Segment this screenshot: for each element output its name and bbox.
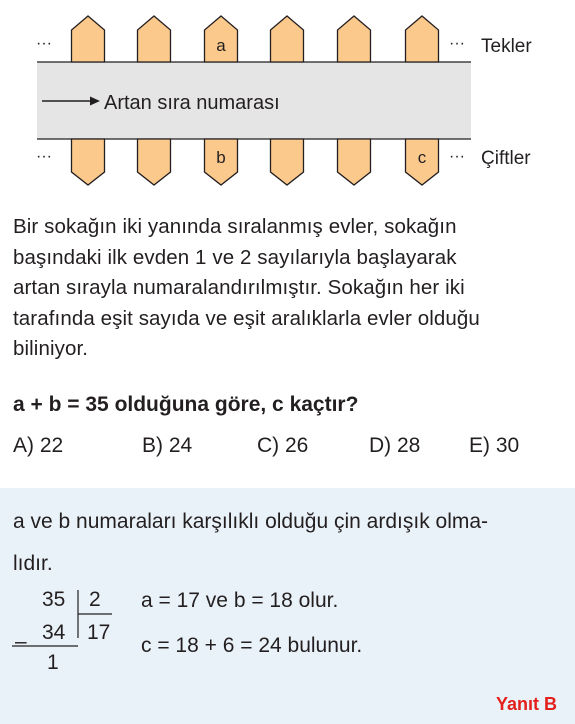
- row-label-tekler: Tekler: [481, 36, 532, 57]
- division-dividend: 35: [42, 588, 66, 611]
- solution-equation-2: c = 18 + 6 = 24 bulunur.: [141, 634, 363, 657]
- question-stem: a + b = 35 olduğuna göre, c kaçtır?: [13, 393, 359, 416]
- choice-c[interactable]: C) 26: [257, 434, 309, 457]
- ellipsis-bottom-right: ···: [449, 148, 465, 165]
- house-label-a: a: [216, 36, 226, 55]
- division-divisor: 2: [89, 588, 101, 611]
- choice-a[interactable]: A) 22: [13, 434, 64, 457]
- house-top-4: [271, 16, 304, 62]
- question-line: biliniyor.: [13, 337, 89, 360]
- division-remainder: 1: [47, 651, 59, 674]
- house-top-2: [138, 16, 171, 62]
- question-line: Bir sokağın iki yanında sıralanmış evler, sokağın: [13, 215, 457, 238]
- street-diagram: [0, 0, 575, 195]
- house-bottom-5: [338, 139, 371, 185]
- solution-panel: [0, 488, 575, 724]
- choice-b[interactable]: B) 24: [142, 434, 193, 457]
- answer-choices: [0, 434, 575, 464]
- house-bottom-2: [138, 139, 171, 185]
- division-subtract: 34: [42, 621, 66, 644]
- house-label-b: b: [216, 148, 226, 167]
- solution-line-1: a ve b numaraları karşılıklı olduğu çin ardışık olma-: [13, 510, 489, 533]
- solution-equation-1: a = 17 ve b = 18 olur.: [141, 589, 339, 612]
- question-line: tarafında eşit sayıda ve eşit aralıklarla evler olduğu: [13, 306, 480, 330]
- question-line: başındaki ilk evden 1 ve 2 sayılarıyla başlayarak: [13, 245, 457, 269]
- house-bottom-1: [72, 139, 105, 185]
- house-bottom-4: [271, 139, 304, 185]
- house-top-6: [406, 16, 439, 62]
- house-top-1: [72, 16, 105, 62]
- division-lines: [0, 488, 120, 688]
- question-text: [13, 212, 563, 365]
- choice-e[interactable]: E) 30: [469, 434, 520, 457]
- division-minus-sign: –: [15, 630, 27, 653]
- street-figure: [0, 0, 575, 195]
- house-label-c: c: [417, 148, 427, 167]
- answer-label: Yanıt B: [495, 694, 557, 714]
- street-label: Artan sıra numarası: [104, 92, 280, 114]
- solution-line-2: lıdır.: [13, 552, 53, 575]
- ellipsis-top-right: ···: [449, 35, 465, 52]
- ellipsis-bottom-left: ···: [36, 148, 52, 165]
- row-label-ciftler: Çiftler: [481, 148, 531, 169]
- division-quotient: 17: [87, 621, 111, 644]
- house-top-5: [338, 16, 371, 62]
- ellipsis-top-left: ···: [36, 35, 52, 52]
- question-line: artan sırayla numaralandırılmıştır. Sokağın her iki: [13, 276, 465, 299]
- choice-d[interactable]: D) 28: [369, 434, 421, 457]
